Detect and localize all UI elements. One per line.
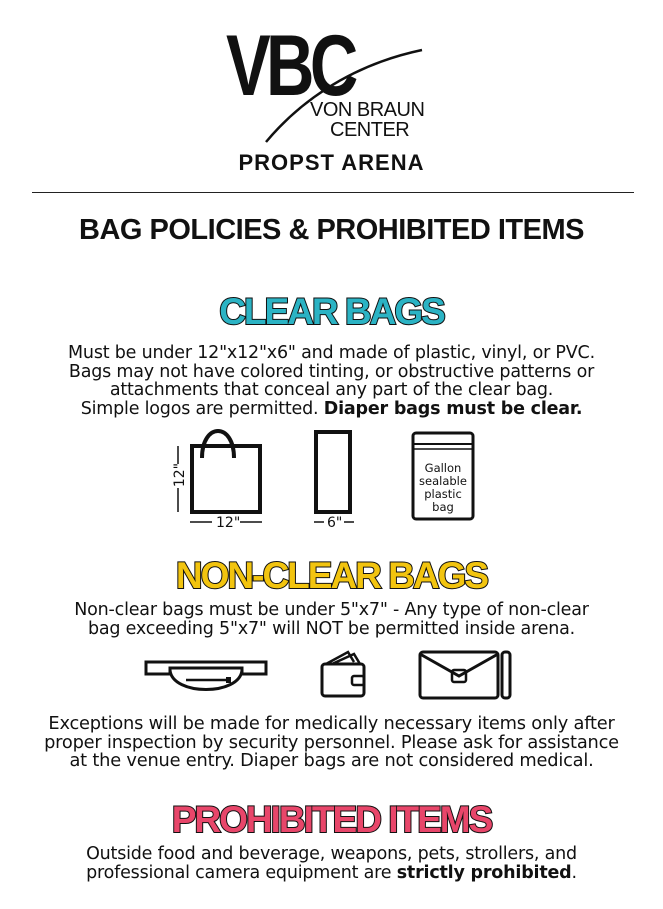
non-clear-line: Non-clear bags must be under 5"x7" - Any type of non-clear [74,600,589,620]
exceptions-text [0,715,663,771]
vbc-logo [226,18,426,146]
gallon-label-line: sealable [419,474,467,488]
fanny-pack-icon [142,652,270,698]
clear-bags-line: attachments that conceal any part of the clear bag. [109,380,554,400]
logo-line-1: VON BRAUN [310,99,425,121]
exceptions-line: Exceptions will be made for medically necessary items only after [48,713,615,734]
wallet-icon [318,648,370,700]
clear-bag-depth-label: 6" [327,515,343,531]
non-clear-line: bag exceeding 5"x7" will NOT be permitted inside arena. [87,618,576,639]
non-clear-bags-heading: NON-CLEAR BAGS [175,555,488,596]
divider [32,192,634,193]
clear-bags-logos-text: Simple logos are permitted. [80,398,324,419]
logo-line-2: CENTER [330,119,410,141]
clear-bags-heading: CLEAR BAGS [219,291,444,332]
exceptions-line: at the venue entry. Diaper bags are not considered medical. [69,750,594,771]
venue-name: PROPST ARENA [238,150,425,175]
prohibited-items-text [0,845,663,882]
gallon-label-line: Gallon [424,461,462,475]
clear-bag-height-label: 12" [172,462,189,488]
gallon-bag-label [413,462,473,514]
exceptions-line: proper inspection by security personnel. Please ask for assistance [44,731,619,753]
clear-bags-line: Must be under 12"x12"x6" and made of plastic, vinyl, or PVC. [68,343,595,363]
prohibited-line [0,864,663,883]
prohibited-bold-text: strictly prohibited [396,862,572,883]
clear-bags-text [0,344,663,418]
prohibited-plain-text: professional camera equipment are [86,862,397,883]
clutch-bag-icon [416,646,516,702]
non-clear-bags-text [0,601,663,638]
clear-bag-width-label: 12" [216,515,241,531]
prohibited-period: . [571,862,577,883]
clear-bags-line [0,400,663,419]
logo-letters: VBC [226,18,354,114]
page-title: BAG POLICIES & PROHIBITED ITEMS [79,214,584,246]
gallon-label-line: bag [432,500,454,514]
prohibited-items-heading: PROHIBITED ITEMS [171,799,492,840]
prohibited-line: Outside food and beverage, weapons, pets, strollers, and [86,844,577,864]
gallon-label-line: plastic [424,487,462,501]
clear-bags-line: Bags may not have colored tinting, or obstructive patterns or [68,361,595,382]
clear-bags-diaper-text: Diaper bags must be clear. [323,398,583,419]
